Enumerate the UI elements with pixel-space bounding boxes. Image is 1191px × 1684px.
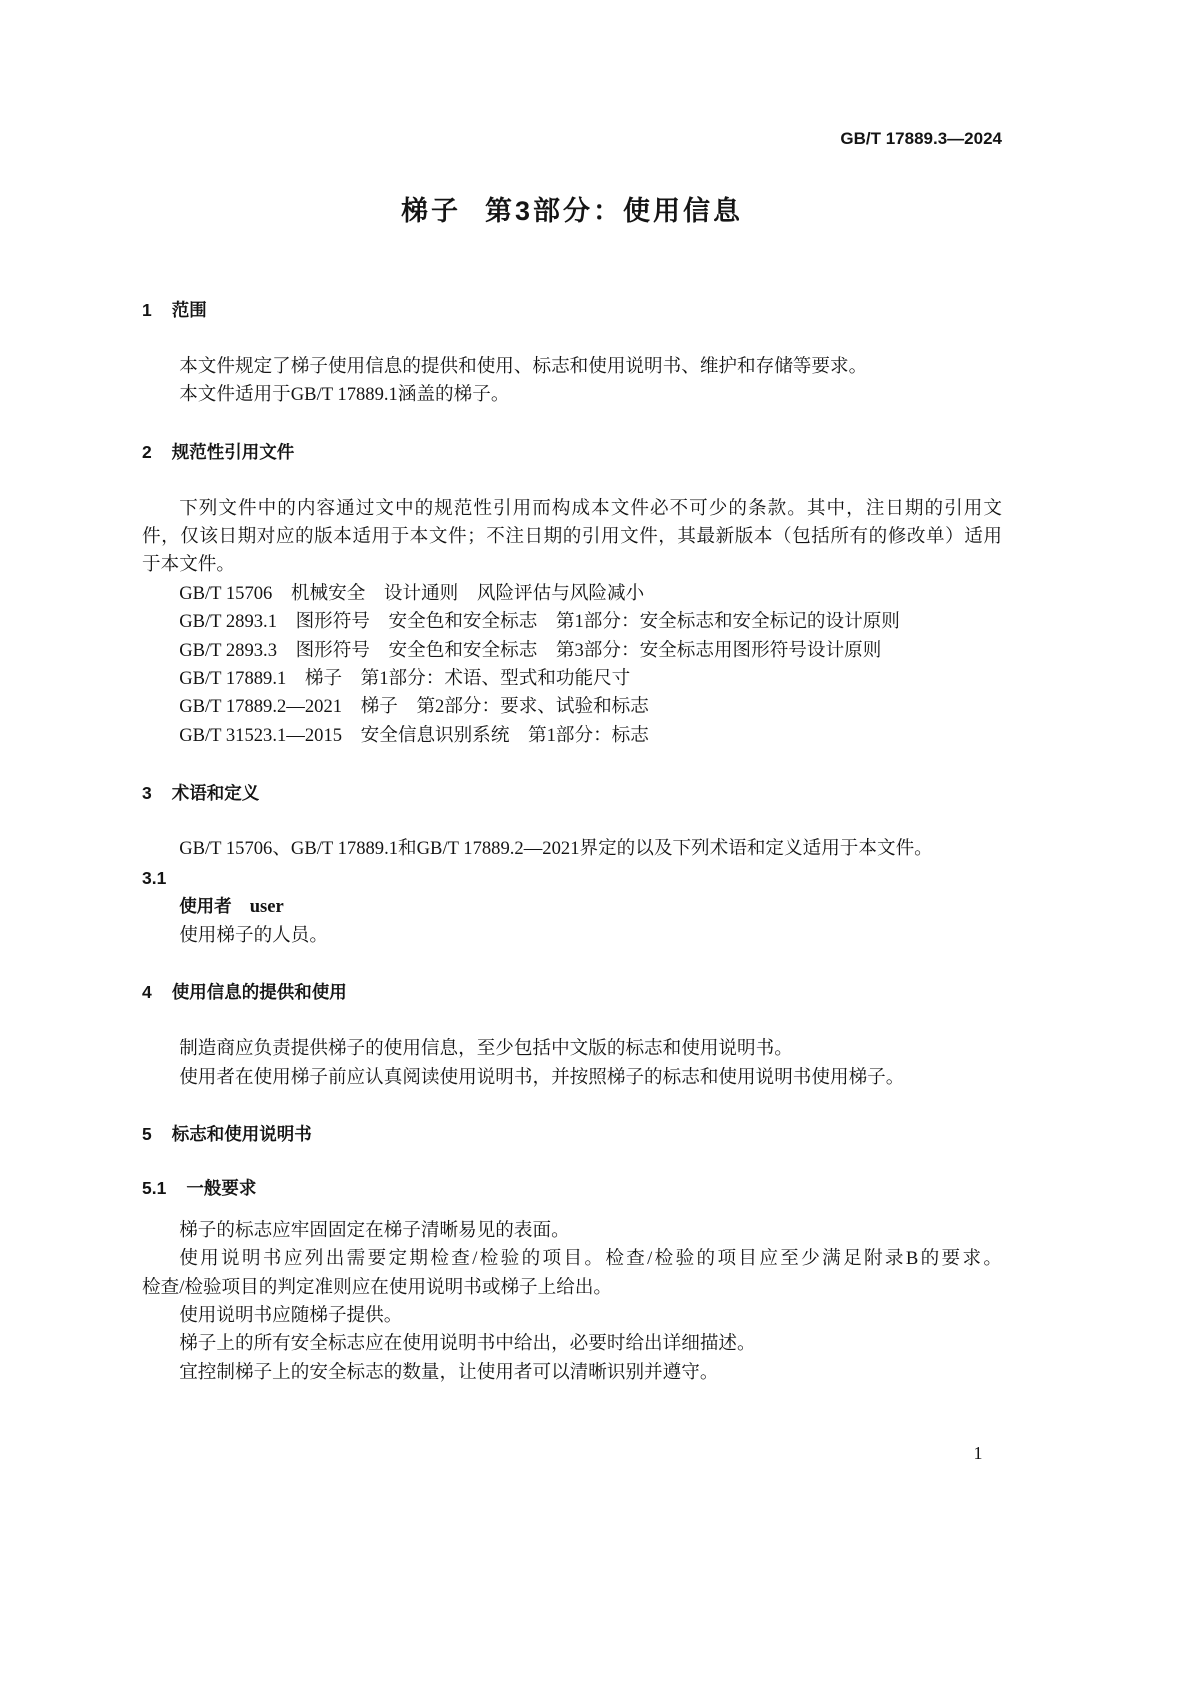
- section-3-heading: [142, 779, 1002, 807]
- section-4-heading: [142, 978, 1002, 1006]
- term-definition: 使用梯子的人员。: [179, 924, 328, 946]
- normative-reference: GB/T 17889.2—2021 梯子 第2部分：要求、试验和标志: [179, 696, 649, 718]
- paragraph: 梯子的标志应牢固固定在梯子清晰易见的表面。: [179, 1219, 570, 1241]
- subsection-title: 一般要求: [186, 1178, 257, 1199]
- paragraph-line: 使用说明书应列出需要定期检查/检验的项目。检查/检验的项目应至少满足附录B的要求。: [179, 1248, 1002, 1270]
- page-number: 1: [973, 1443, 983, 1463]
- section-number: 4: [142, 982, 152, 1003]
- paragraph: 制造商应负责提供梯子的使用信息，至少包括中文版的标志和使用说明书。: [179, 1038, 793, 1060]
- paragraph: 本文件规定了梯子使用信息的提供和使用、标志和使用说明书、维护和存储等要求。: [179, 355, 868, 377]
- term-number: 3.1: [142, 867, 167, 888]
- title-part-b: 第3部分：使用信息: [484, 196, 744, 226]
- standard-number-header: GB/T 17889.3—2024: [840, 129, 1002, 148]
- paragraph: GB/T 15706、GB/T 17889.1和GB/T 17889.2—2021界定的以及下列术语和定义适用于本文件。: [179, 838, 933, 860]
- normative-reference: GB/T 31523.1—2015 安全信息识别系统 第1部分：标志: [179, 724, 649, 746]
- section-number: 2: [142, 441, 152, 462]
- paragraph: 宜控制梯子上的安全标志的数量，让使用者可以清晰识别并遵守。: [179, 1361, 719, 1383]
- normative-reference: GB/T 2893.3 图形符号 安全色和安全标志 第3部分：安全标志用图形符号设计原则: [179, 639, 882, 661]
- term-entry: [142, 892, 1002, 921]
- section-2-heading: [142, 438, 1002, 466]
- section-title: 范围: [171, 299, 207, 320]
- normative-reference: GB/T 17889.1 梯子 第1部分：术语、型式和功能尺寸: [179, 668, 631, 690]
- subsection-5-1-heading: [142, 1174, 1002, 1202]
- section-title: 规范性引用文件: [171, 441, 295, 462]
- section-number: 1: [142, 299, 152, 320]
- paragraph-line: 检查/检验项目的判定准则应在使用说明书或梯子上给出。: [142, 1276, 613, 1298]
- paragraph-line: 件，仅该日期对应的版本适用于本文件；不注日期的引用文件，其最新版本（包括所有的修改单）适用: [142, 526, 1002, 547]
- paragraph-line: 于本文件。: [142, 554, 235, 576]
- paragraph: 本文件适用于GB/T 17889.1涵盖的梯子。: [179, 384, 510, 405]
- title-part-a: 梯子: [400, 196, 461, 226]
- term-chinese: 使用者: [179, 896, 232, 917]
- section-number: 3: [142, 782, 152, 803]
- paragraph: 使用说明书应随梯子提供。: [179, 1305, 403, 1327]
- document-body: [142, 296, 1002, 1388]
- normative-reference: GB/T 2893.1 图形符号 安全色和安全标志 第1部分：安全标志和安全标记的设计原则: [179, 611, 900, 633]
- term-english: user: [249, 896, 284, 918]
- normative-reference: GB/T 15706 机械安全 设计通则 风险评估与风险减小: [179, 582, 645, 604]
- section-title: 术语和定义: [171, 782, 260, 803]
- paragraph: 梯子上的所有安全标志应在使用说明书中给出，必要时给出详细描述。: [179, 1333, 756, 1355]
- section-title: 使用信息的提供和使用: [171, 982, 347, 1003]
- section-number: 5: [142, 1124, 152, 1145]
- section-1-heading: [142, 296, 1002, 324]
- section-title: 标志和使用说明书: [171, 1124, 312, 1145]
- section-5-heading: [142, 1120, 1002, 1148]
- paragraph-line: 下列文件中的内容通过文中的规范性引用而构成本文件必不可少的条款。其中，注日期的引用文: [179, 497, 1002, 519]
- paragraph: 使用者在使用梯子前应认真阅读使用说明书，并按照梯子的标志和使用说明书使用梯子。: [179, 1066, 905, 1088]
- subsection-number: 5.1: [142, 1178, 167, 1199]
- document-title: [142, 190, 1002, 232]
